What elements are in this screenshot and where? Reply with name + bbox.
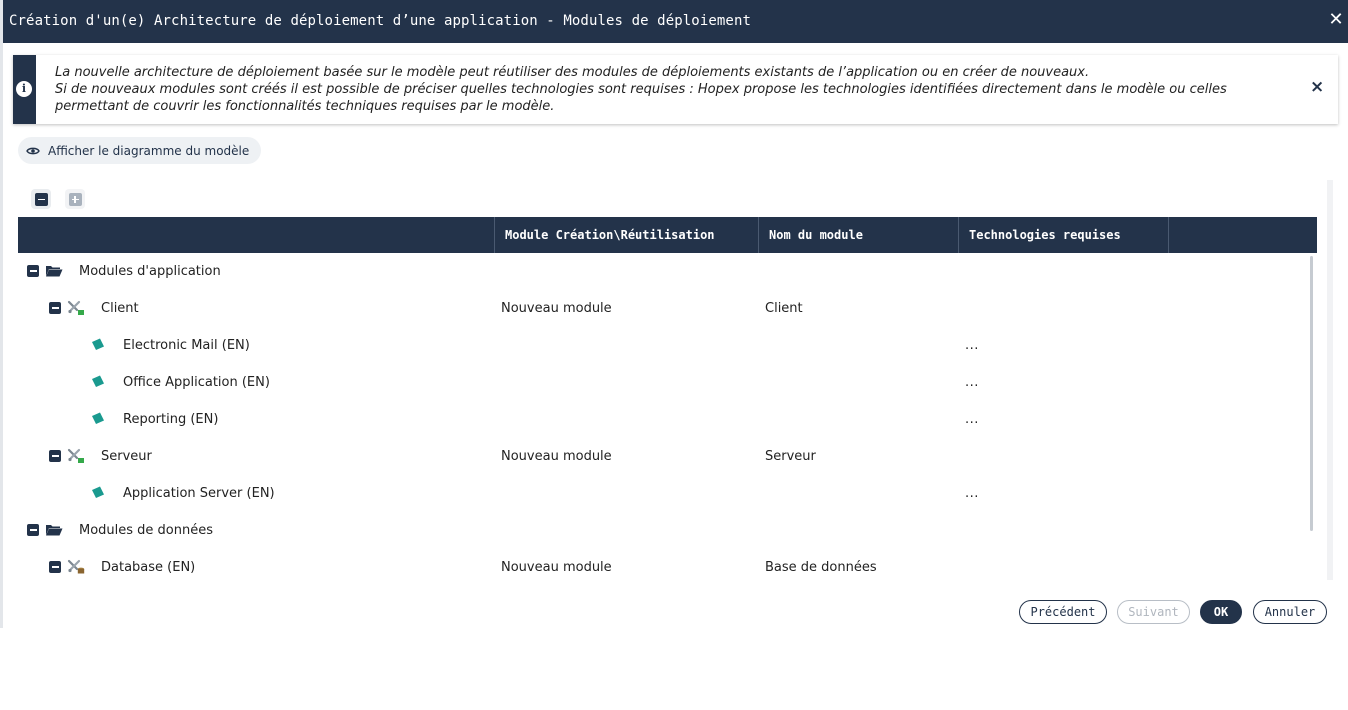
technologies-picker[interactable]: ... [965, 375, 979, 390]
collapse-toggle[interactable] [49, 561, 61, 573]
expand-all-icon [69, 193, 82, 206]
grid-header [18, 217, 1317, 253]
tree-row[interactable] [18, 475, 1308, 512]
column-header-extra[interactable] [1168, 217, 1317, 253]
collapse-toggle[interactable] [49, 450, 61, 462]
close-icon[interactable]: ✕ [1328, 9, 1344, 30]
module-name-cell[interactable]: Base de données [765, 560, 877, 575]
row-label: Application Server (EN) [123, 486, 275, 501]
technologies-picker[interactable]: ... [965, 412, 979, 427]
data-module-icon [67, 559, 85, 575]
technologies-picker[interactable]: ... [965, 338, 979, 353]
row-label: Client [101, 301, 139, 316]
previous-button[interactable]: Précédent [1019, 600, 1107, 624]
next-button[interactable]: Suivant [1117, 600, 1190, 624]
row-label: Modules d'application [79, 264, 221, 279]
module-mode-cell[interactable]: Nouveau module [501, 560, 612, 575]
tree-row[interactable] [18, 438, 1308, 475]
technologies-picker[interactable]: ... [965, 486, 979, 501]
tree-toolbar [31, 189, 85, 209]
info-bar [13, 55, 36, 124]
column-header-module-name[interactable]: Nom du module [758, 217, 958, 253]
column-header-tree[interactable] [18, 217, 494, 253]
show-diagram-button[interactable] [18, 137, 261, 164]
collapse-toggle[interactable] [27, 265, 39, 277]
scrollbar-thumb[interactable] [1310, 256, 1313, 531]
info-banner [13, 55, 1338, 124]
dismiss-info-button[interactable]: × [1310, 77, 1325, 97]
show-diagram-label: Afficher le diagramme du modèle [48, 143, 250, 158]
tree-row[interactable] [18, 364, 1308, 401]
info-line-3: permettant de couvrir les fonctionnalités techniques requises par le modèle. [55, 99, 555, 114]
technology-icon [89, 411, 107, 427]
ok-button[interactable]: OK [1200, 600, 1242, 624]
module-mode-cell[interactable]: Nouveau module [501, 449, 612, 464]
row-label: Database (EN) [101, 560, 196, 575]
folder-open-icon [45, 263, 63, 279]
row-label: Electronic Mail (EN) [123, 338, 250, 353]
tree-row[interactable] [18, 512, 1308, 549]
column-header-mode[interactable]: Module Création\Réutilisation [494, 217, 758, 253]
technology-icon [89, 374, 107, 390]
collapse-all-icon [35, 193, 48, 206]
info-line-2: Si de nouveaux modules sont créés il est possible de préciser quelles technologies sont requises : Hopex propose les technologies identifiées directement dans le modèle ou celles [55, 82, 1227, 97]
tree-row[interactable] [18, 253, 1308, 290]
eye-icon [26, 146, 40, 156]
tree-row[interactable] [18, 401, 1308, 438]
technology-icon [89, 485, 107, 501]
tree-row[interactable] [18, 549, 1308, 580]
info-text [55, 64, 1295, 115]
dialog-footer [3, 600, 1348, 624]
scroll-track [1327, 180, 1333, 580]
deployment-module-icon [67, 300, 85, 316]
module-name-cell[interactable]: Client [765, 301, 803, 316]
row-label: Modules de données [79, 523, 214, 538]
folder-open-icon [45, 522, 63, 538]
row-label: Serveur [101, 449, 152, 464]
row-label: Reporting (EN) [123, 412, 219, 427]
module-mode-cell[interactable]: Nouveau module [501, 301, 612, 316]
collapse-toggle[interactable] [49, 302, 61, 314]
module-name-cell[interactable]: Serveur [765, 449, 816, 464]
dialog-titlebar [3, 0, 1348, 43]
grid-body [18, 253, 1317, 580]
cancel-button[interactable]: Annuler [1253, 600, 1327, 624]
row-label: Office Application (EN) [123, 375, 270, 390]
deployment-module-icon [67, 448, 85, 464]
collapse-toggle[interactable] [27, 524, 39, 536]
dialog-title: Création d'un(e) Architecture de déploiement d’une application - Modules de déploiement [9, 13, 751, 29]
technology-icon [89, 337, 107, 353]
collapse-all-button[interactable] [31, 189, 51, 209]
tree-row[interactable] [18, 327, 1308, 364]
tree-row[interactable] [18, 290, 1308, 327]
info-icon: i [16, 81, 32, 97]
expand-all-button[interactable] [65, 189, 85, 209]
column-header-technologies[interactable]: Technologies requises [958, 217, 1168, 253]
info-line-1: La nouvelle architecture de déploiement basée sur le modèle peut réutiliser des modules de déploiements existants de l’application ou en créer de nouveaux. [55, 65, 1090, 80]
